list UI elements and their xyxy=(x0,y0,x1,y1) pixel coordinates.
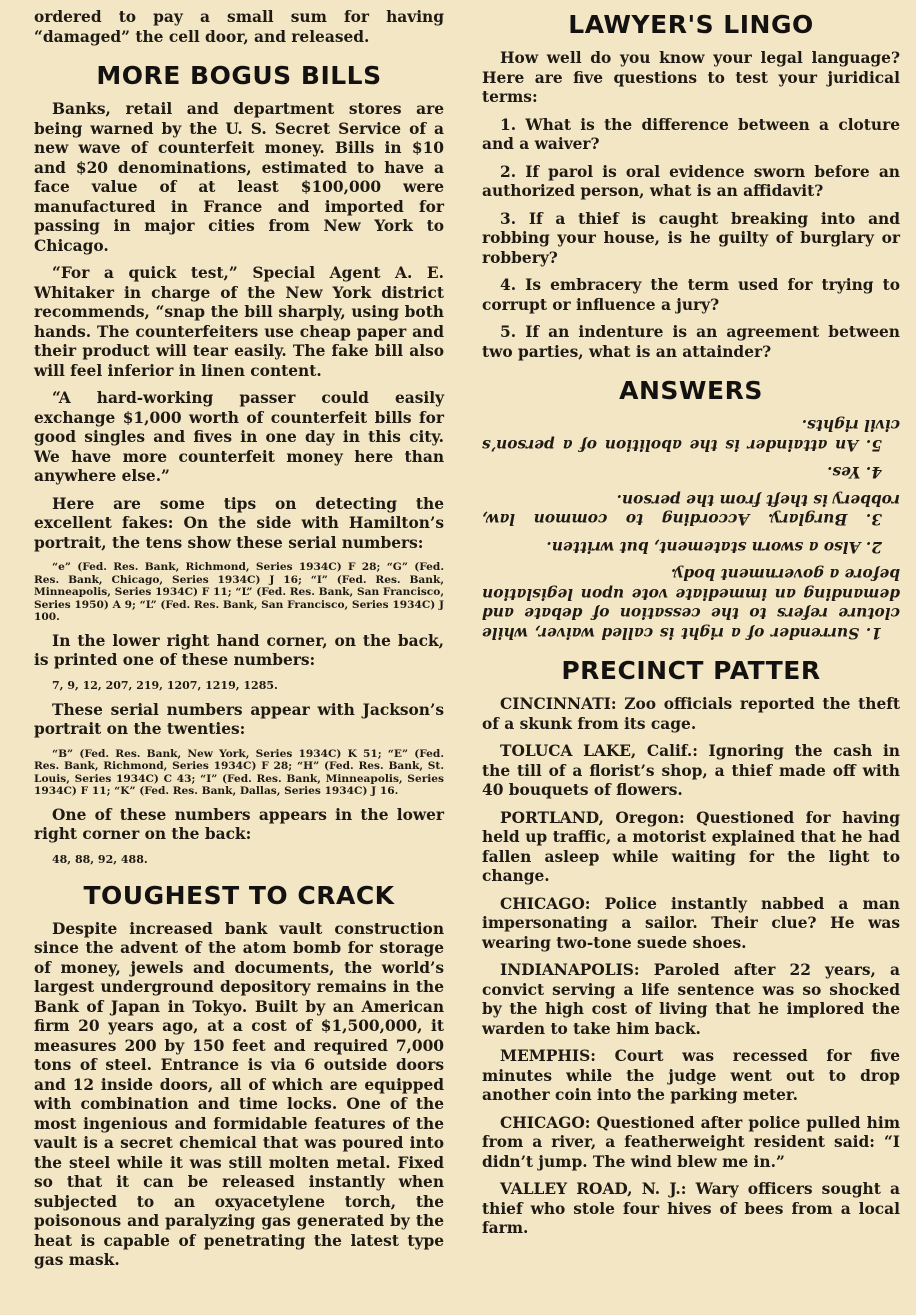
precinct-item xyxy=(482,961,900,1039)
precinct-text: Paroled after 22 years, a convict serving a life sentence was so shocked by the high cost of living that he implored the warden to take him back. xyxy=(482,961,900,1038)
answer-1: 1. Surrender of a right is called waiver, while cloture refers to the cessation of debate and demanding an immediate vote upon legislation before a government body. xyxy=(482,565,900,642)
answer-4: 4. Yes. xyxy=(827,463,882,482)
bogus-paragraph-5: In the lower right hand corner, on the back, is printed one of these numbers: xyxy=(34,631,445,669)
lingo-question-5: 5. If an indenture is an agreement between two parties, what is an attainder? xyxy=(482,323,900,361)
serials-twenties: “B” (Fed. Res. Bank, New York, Series 1934C) K 51; “E” (Fed. Res. Bank, Richmond, Series 1934C) F 28; “H” (Fed. Res. Bank, St. Louis, Series 1934C) C 43; “I” (Fed. Res. Bank, Minneapolis, Series 1934C) F 11; “K” (Fed. Res. Bank, Dallas, Series 1934C) J 16. xyxy=(34,747,445,797)
precinct-text: Wary officers sought a thief who stole four hives of bees from a local farm. xyxy=(482,1180,900,1237)
precinct-item xyxy=(482,1047,900,1106)
lingo-heading: LAWYER'S LINGO xyxy=(568,10,814,39)
precinct-item xyxy=(482,1114,900,1173)
bogus-paragraph-2: “For a quick test,” Special Agent A. E. Whitaker in charge of the New York district recommends, “snap the bill sharply, using both hands. The counterfeiters use cheap paper and their product will tear easily. The fake bill also will feel inferior in linen content. xyxy=(34,264,445,380)
bogus-paragraph-7: One of these numbers appears in the lower right corner on the back: xyxy=(34,805,445,843)
precinct-text: Questioned after police pulled him from a river, a featherweight resident said: “I didn’t jump. The wind blew me in.” xyxy=(482,1113,900,1171)
precinct-text: Ignoring the cash in the till of a florist’s shop, a thief made off with 40 bouquets of flowers. xyxy=(482,742,900,799)
lingo-question-2: 2. If parol is oral evidence sworn before an authorized person, what is an affidavit? xyxy=(482,162,900,200)
precinct-place: PORTLAND, Oregon: xyxy=(500,808,685,827)
numbers-tens: 7, 9, 12, 207, 219, 1207, 1219, 1285. xyxy=(52,678,278,692)
precinct-place: MEMPHIS: xyxy=(500,1047,596,1065)
upside-down-answers xyxy=(482,415,900,642)
answer-5: 5. An attainder is the abolition of a person’s civil rights. xyxy=(482,416,900,454)
answer-2: 2. Also a sworn statement, but written. xyxy=(546,538,882,556)
precinct-place: INDIANAPOLIS: xyxy=(500,961,640,979)
precinct-place: CHICAGO: xyxy=(500,894,591,913)
precinct-item xyxy=(482,695,900,734)
lingo-intro: How well do you know your legal language? Here are five questions to test your juridical terms: xyxy=(482,49,900,106)
bogus-bills-heading: MORE BOGUS BILLS xyxy=(96,61,382,90)
precinct-place: VALLEY ROAD, N. J.: xyxy=(500,1180,687,1198)
bogus-paragraph-4: Here are some tips on detecting the excellent fakes: On the side with Hamilton’s portrait, the tens show these serial numbers: xyxy=(34,494,445,552)
answers-heading: ANSWERS xyxy=(619,376,763,405)
serials-tens: “e” (Fed. Res. Bank, Richmond, Series 1934C) F 28; “G” (Fed. Res. Bank, Chicago, Series 1934C) J 16; “I” (Fed. Res. Bank, Minneapolis, Series 1934C) F 11; “L” (Fed. Res. Bank, San Francisco, Series 1950) A 9; “L” (Fed. Res. Bank, San Francisco, Series 1934C) J 100. xyxy=(34,561,445,623)
precinct-place: TOLUCA LAKE, Calif.: xyxy=(500,742,698,760)
precinct-text: Court was recessed for five minutes while the judge went out to drop another coin into the parking meter. xyxy=(482,1047,900,1104)
numbers-twenties: 48, 88, 92, 488. xyxy=(52,852,148,866)
precinct-item xyxy=(482,895,900,954)
bogus-paragraph-6: These serial numbers appear with Jackson’s portrait on the twenties: xyxy=(34,700,445,738)
precinct-text: Zoo officials reported the theft of a skunk from its cage. xyxy=(482,695,900,733)
lingo-question-1: 1. What is the difference between a cloture and a waiver? xyxy=(482,115,900,153)
left-column xyxy=(34,8,444,1315)
answer-3: 3. Burglary. According to common law, robbery is theft from the person. xyxy=(482,491,900,529)
precinct-heading: PRECINCT PATTER xyxy=(561,656,821,685)
intro-tail: ordered to pay a small sum for having “damaged” the cell door, and released. xyxy=(34,8,445,46)
precinct-item xyxy=(482,742,900,801)
precinct-place: CINCINNATI: xyxy=(500,695,617,713)
lingo-question-4: 4. Is embracery the term used for trying to corrupt or influence a jury? xyxy=(482,276,900,314)
precinct-text: Police instantly nabbed a man impersonating a sailor. Their clue? He was wearing two-tone suede shoes. xyxy=(482,894,900,952)
right-column xyxy=(482,8,900,1315)
precinct-text: Questioned for having held up traffic, a motorist explained that he had fallen asleep while waiting for the light to change. xyxy=(482,808,900,885)
precinct-item xyxy=(482,809,900,887)
precinct-place: CHICAGO: xyxy=(500,1113,591,1132)
bogus-paragraph-3: “A hard-working passer could easily exchange $1,000 worth of counterfeit bills for good singles and fives in one day in this city. We have more counterfeit money here than anywhere else.” xyxy=(34,389,445,485)
precinct-items xyxy=(482,695,900,1239)
bogus-paragraph-1: Banks, retail and department stores are being warned by the U. S. Secret Service of a new wave of counterfeit money. Bills in $10 and $20 denominations, estimated to have a face value of at least $100,000 were manufactured in France and imported for passing in major cities from New York to Chicago. xyxy=(34,100,445,255)
toughest-heading: TOUGHEST TO CRACK xyxy=(83,880,395,910)
lingo-question-3: 3. If a thief is caught breaking into and robbing your house, is he guilty of burglary or robbery? xyxy=(482,209,900,267)
precinct-item xyxy=(482,1180,900,1239)
toughest-paragraph: Despite increased bank vault construction since the advent of the atom bomb for storage of money, jewels and documents, the world’s largest underground depository remains in the Bank of Japan in Tokyo. Built by an American firm 20 years ago, at a cost of $1,500,000, it measures 200 by 150 feet and required 7,000 tons of steel. Entrance is via 6 outside doors and 12 inside doors, all of which are equipped with combination and time locks. One of the most ingenious and formidable features of the vault is a secret chemical that was poured into the steel while it was still molten metal. Fixed so that it can be released instantly when subjected to an oxyacetylene torch, the poisonous and paralyzing gas generated by the heat is capable of penetrating the latest type gas mask. xyxy=(34,919,445,1269)
